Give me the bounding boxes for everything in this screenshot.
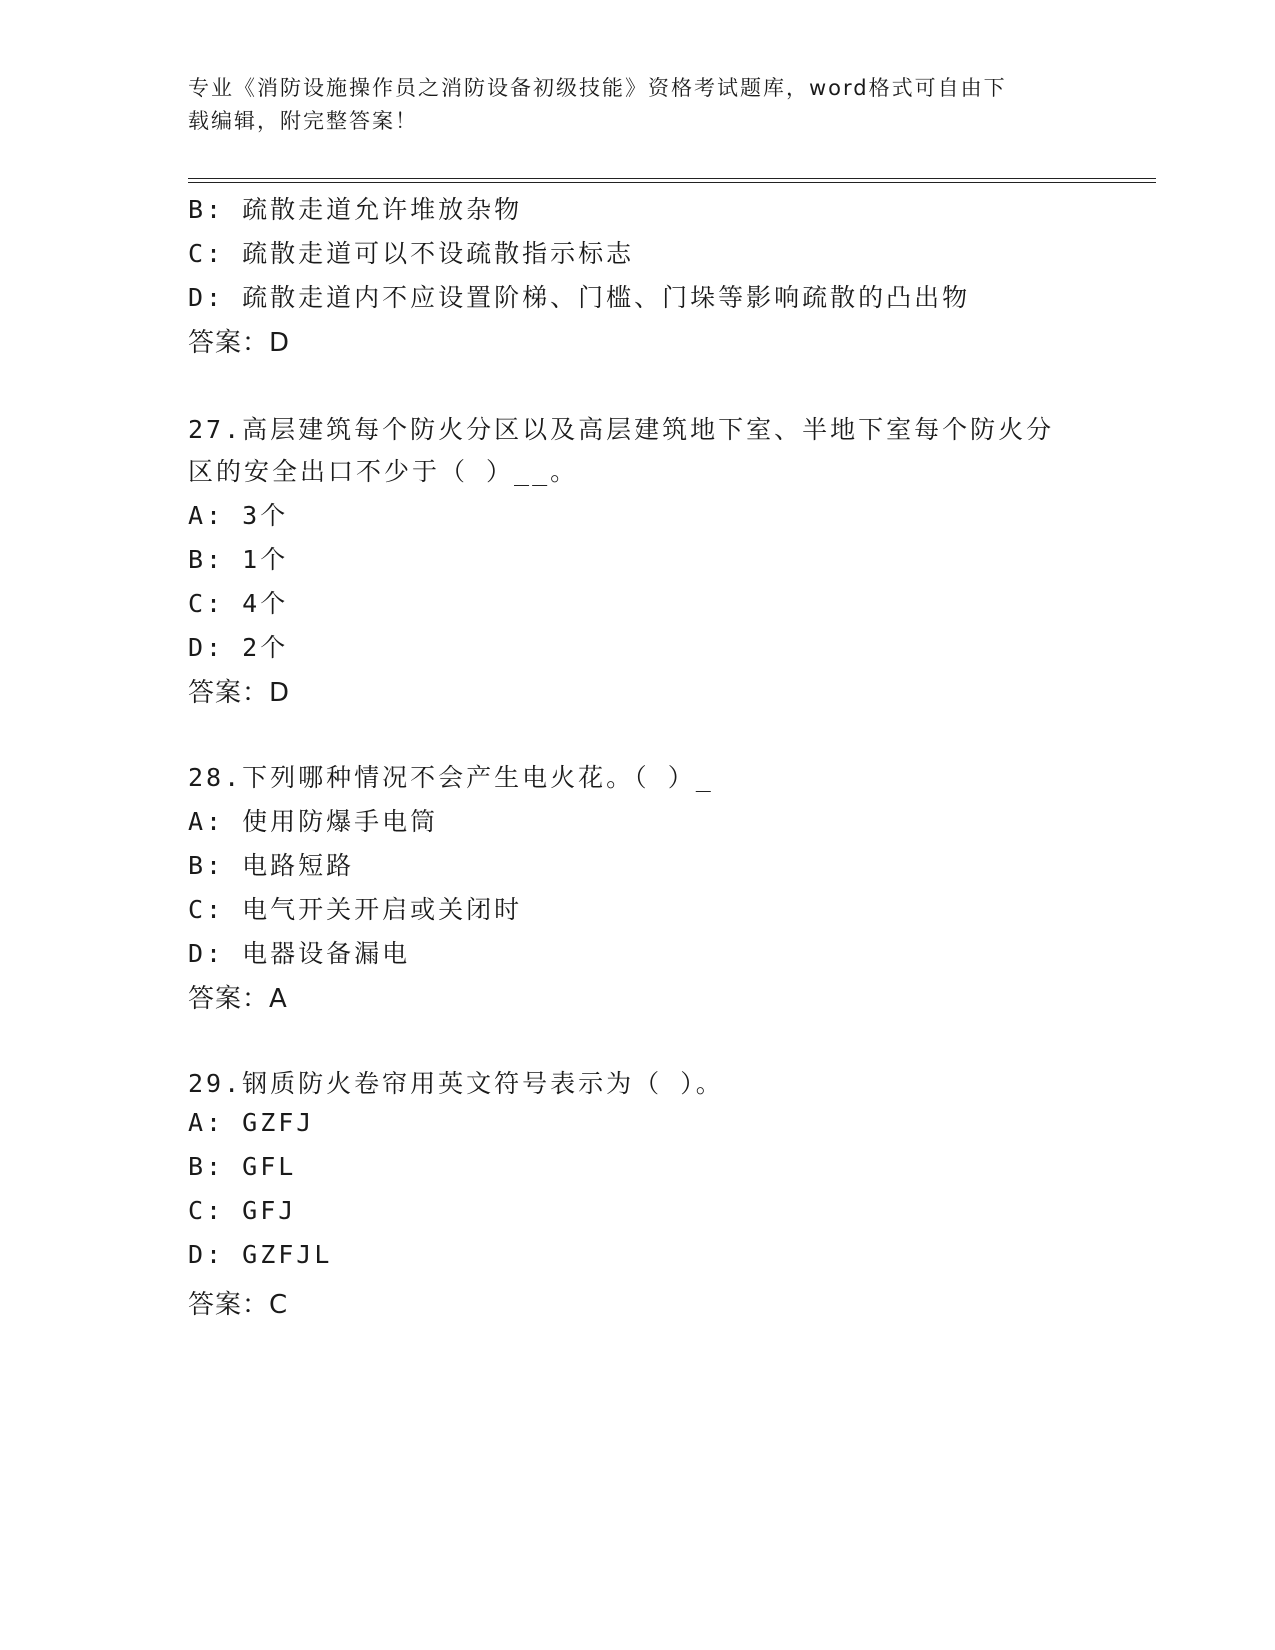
q26-option-b: B: 疏散走道允许堆放杂物 xyxy=(188,195,523,224)
document-header xyxy=(188,72,1088,138)
header-divider-bottom xyxy=(188,182,1156,183)
q26-option-d: D: 疏散走道内不应设置阶梯、门槛、门垛等影响疏散的凸出物 xyxy=(188,283,971,312)
q27-option-d: D: 2个 xyxy=(188,633,289,662)
q29-answer: 答案：C xyxy=(188,1290,289,1320)
q26-answer: 答案：D xyxy=(188,328,291,358)
q29-option-a: A: GZFJ xyxy=(188,1108,315,1137)
q28-option-a: A: 使用防爆手电筒 xyxy=(188,807,439,836)
q27-option-b: B: 1个 xyxy=(188,545,289,574)
q29-question: 29.钢质防火卷帘用英文符号表示为（ ）。 xyxy=(188,1069,724,1098)
q27-option-c: C: 4个 xyxy=(188,589,289,618)
q28-option-b: B: 电路短路 xyxy=(188,851,355,880)
q29-option-b: B: GFL xyxy=(188,1152,297,1181)
q27-answer: 答案：D xyxy=(188,678,291,708)
q26-option-c: C: 疏散走道可以不设疏散指示标志 xyxy=(188,239,635,268)
q28-answer: 答案：A xyxy=(188,984,288,1014)
q28-option-c: C: 电气开关开启或关闭时 xyxy=(188,895,523,924)
header-divider-top xyxy=(188,178,1156,179)
q28-question: 28.下列哪种情况不会产生电火花。（ ）_ xyxy=(188,763,714,792)
header-line-1: 专业《消防设施操作员之消防设备初级技能》资格考试题库，word格式可自由下 xyxy=(188,76,1007,100)
q29-option-c: C: GFJ xyxy=(188,1196,297,1225)
q29-option-d: D: GZFJL xyxy=(188,1240,333,1269)
q27-option-a: A: 3个 xyxy=(188,501,289,530)
q27-question-line-2: 区的安全出口不少于（ ）__。 xyxy=(188,457,579,486)
q27-question-line-1: 27.高层建筑每个防火分区以及高层建筑地下室、半地下室每个防火分 xyxy=(188,415,1055,444)
header-line-2: 载编辑，附完整答案！ xyxy=(188,109,418,133)
q28-option-d: D: 电器设备漏电 xyxy=(188,939,411,968)
